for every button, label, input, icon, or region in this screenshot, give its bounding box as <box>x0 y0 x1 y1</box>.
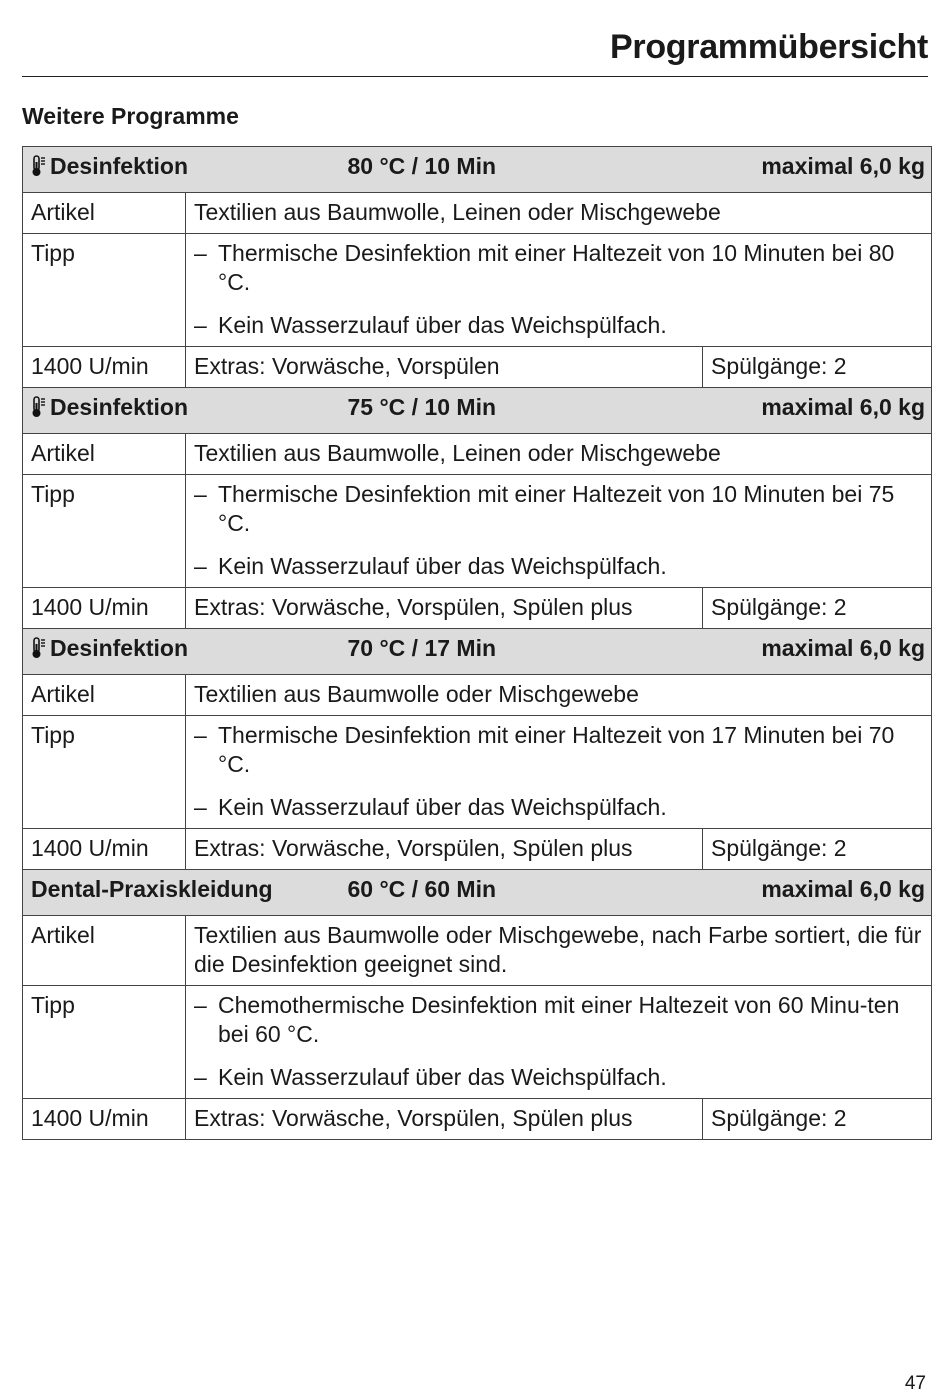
artikel-value: Textilien aus Baumwolle oder Mischgewebe, nach Farbe sortiert, die für die Desinfektion geeignet sind. <box>186 916 932 986</box>
program-max-load: maximal 6,0 kg <box>703 388 932 434</box>
program-max-load: maximal 6,0 kg <box>703 870 932 916</box>
extras-value: Extras: Vorwäsche, Vorspülen, Spülen plus <box>186 829 703 870</box>
artikel-row <box>23 434 932 475</box>
program-temp-time: 80 °C / 10 Min <box>340 147 703 193</box>
spin-speed: 1400 U/min <box>23 588 186 629</box>
program-header-row <box>23 147 932 193</box>
program-max-load: maximal 6,0 kg <box>703 147 932 193</box>
tipp-text: Kein Wasserzulauf über das Weichspülfach. <box>218 553 667 579</box>
tipp-value <box>186 716 932 829</box>
tipp-dash: – <box>194 722 207 748</box>
spin-extras-row <box>23 588 932 629</box>
tipp-item <box>194 1063 923 1092</box>
tipp-item <box>194 721 923 779</box>
tipp-text: Kein Wasserzulauf über das Weichspülfach. <box>218 794 667 820</box>
tipp-label: Tipp <box>23 234 186 347</box>
tipp-item <box>194 552 923 581</box>
artikel-value: Textilien aus Baumwolle, Leinen oder Mischgewebe <box>186 193 932 234</box>
tipp-value <box>186 986 932 1099</box>
section-heading: Weitere Programme <box>22 103 239 129</box>
tipp-dash: – <box>194 1064 207 1090</box>
extras-value: Extras: Vorwäsche, Vorspülen, Spülen plus <box>186 1099 703 1140</box>
artikel-label: Artikel <box>23 916 186 986</box>
program-temp-time: 70 °C / 17 Min <box>340 629 703 675</box>
artikel-row <box>23 916 932 986</box>
tipp-item <box>194 239 923 297</box>
program-name: Dental-Praxiskleidung <box>31 876 273 902</box>
spin-speed: 1400 U/min <box>23 829 186 870</box>
tipp-row <box>23 986 932 1099</box>
page-title: Programmübersicht <box>610 28 928 66</box>
tipp-dash: – <box>194 553 207 579</box>
program-header-row <box>23 870 932 916</box>
program-name: Desinfektion <box>50 394 189 420</box>
thermometer-icon <box>31 396 46 425</box>
tipp-label: Tipp <box>23 986 186 1099</box>
tipp-value <box>186 475 932 588</box>
spin-speed: 1400 U/min <box>23 1099 186 1140</box>
tipp-dash: – <box>194 992 207 1018</box>
artikel-label: Artikel <box>23 193 186 234</box>
tipp-text: Thermische Desinfektion mit einer Haltezeit von 10 Minuten bei 80 °C. <box>218 240 895 295</box>
rinse-count: Spülgänge: 2 <box>703 588 932 629</box>
tipp-text: Chemothermische Desinfektion mit einer Haltezeit von 60 Minu-ten bei 60 °C. <box>218 992 900 1047</box>
artikel-label: Artikel <box>23 434 186 475</box>
program-name-cell <box>23 147 340 193</box>
tipp-row <box>23 716 932 829</box>
thermometer-icon <box>31 637 46 666</box>
tipp-item <box>194 991 923 1049</box>
spin-extras-row <box>23 829 932 870</box>
page-number: 47 <box>904 1373 926 1394</box>
tipp-text: Thermische Desinfektion mit einer Haltezeit von 10 Minuten bei 75 °C. <box>218 481 895 536</box>
artikel-label: Artikel <box>23 675 186 716</box>
artikel-value: Textilien aus Baumwolle oder Mischgewebe <box>186 675 932 716</box>
program-table <box>22 146 932 1140</box>
tipp-dash: – <box>194 794 207 820</box>
tipp-text: Thermische Desinfektion mit einer Haltezeit von 17 Minuten bei 70 °C. <box>218 722 895 777</box>
spin-speed: 1400 U/min <box>23 347 186 388</box>
program-max-load: maximal 6,0 kg <box>703 629 932 675</box>
program-name-cell <box>23 629 340 675</box>
tipp-value <box>186 234 932 347</box>
program-header-row <box>23 629 932 675</box>
tipp-dash: – <box>194 312 207 338</box>
tipp-text: Kein Wasserzulauf über das Weichspülfach. <box>218 312 667 338</box>
artikel-row <box>23 675 932 716</box>
tipp-item <box>194 311 923 340</box>
extras-value: Extras: Vorwäsche, Vorspülen <box>186 347 703 388</box>
program-name: Desinfektion <box>50 635 189 661</box>
rinse-count: Spülgänge: 2 <box>703 1099 932 1140</box>
program-header-row <box>23 388 932 434</box>
tipp-dash: – <box>194 481 207 507</box>
tipp-row <box>23 234 932 347</box>
program-temp-time: 75 °C / 10 Min <box>340 388 703 434</box>
tipp-label: Tipp <box>23 475 186 588</box>
tipp-row <box>23 475 932 588</box>
thermometer-icon <box>31 155 46 184</box>
rinse-count: Spülgänge: 2 <box>703 347 932 388</box>
tipp-item <box>194 480 923 538</box>
tipp-text: Kein Wasserzulauf über das Weichspülfach. <box>218 1064 667 1090</box>
program-name: Desinfektion <box>50 153 189 179</box>
rinse-count: Spülgänge: 2 <box>703 829 932 870</box>
title-divider <box>22 76 928 77</box>
tipp-label: Tipp <box>23 716 186 829</box>
program-tables <box>22 146 931 1140</box>
spin-extras-row <box>23 347 932 388</box>
spin-extras-row <box>23 1099 932 1140</box>
artikel-value: Textilien aus Baumwolle, Leinen oder Mischgewebe <box>186 434 932 475</box>
artikel-row <box>23 193 932 234</box>
tipp-dash: – <box>194 240 207 266</box>
program-temp-time: 60 °C / 60 Min <box>340 870 703 916</box>
program-name-cell <box>23 870 340 916</box>
program-name-cell <box>23 388 340 434</box>
tipp-item <box>194 793 923 822</box>
extras-value: Extras: Vorwäsche, Vorspülen, Spülen plus <box>186 588 703 629</box>
